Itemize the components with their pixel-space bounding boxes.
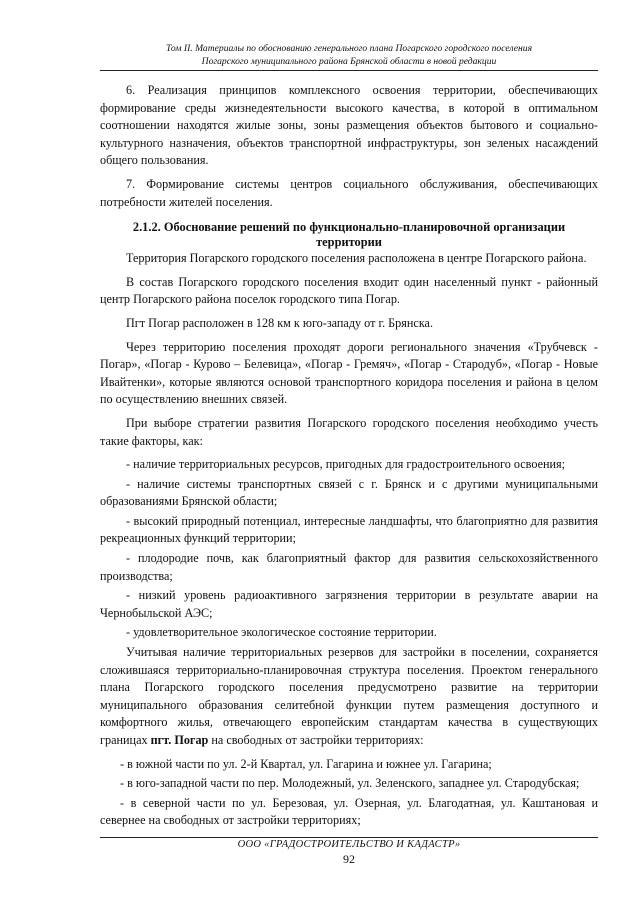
header-line-1: Том II. Материалы по обоснованию генерального плана Погарского городского поселения — [165, 43, 533, 54]
factor-item: - наличие системы транспортных связей с г. Брянск и с другими муниципальными образованиями Брянской области; — [100, 476, 598, 509]
factor-item: - удовлетворительное экологическое состояние территории. — [126, 625, 437, 640]
footer-company: ООО «ГРАДОСТРОИТЕЛЬСТВО И КАДАСТР» — [237, 839, 461, 850]
location-item: - в южной части по ул. 2-й Квартал, ул. Гагарина и южнее ул. Гагарина; — [120, 756, 492, 771]
page-number: 92 — [343, 852, 355, 866]
location-item: - в северной части по ул. Березовая, ул. Озерная, ул. Благодатная, ул. Каштановая и севернее на свободных от застройки территориях; — [100, 795, 598, 828]
factor-item: - высокий природный потенциал, интересные ландшафты, что благоприятно для развития рекреационных функций территории; — [100, 513, 598, 546]
paragraph-location: Территория Погарского городского поселения расположена в центре Погарского района. — [126, 251, 587, 266]
development-text-start: Учитывая наличие территориальных резервов для застройки в поселении, сохраняется сложившаяся территориально-планировочная структура поселения. Проектом генерального плана Погарского городского поселения предусмотрено развитие на территории муниципального образования селитебной функции путем размещения доступного и комфортного жилья, отвечающего европейским стандартам качества в существующих границах — [100, 645, 598, 747]
factor-item: - наличие территориальных ресурсов, пригодных для градостроительного освоения; — [126, 457, 566, 472]
running-header — [100, 42, 598, 68]
paragraph-roads: Через территорию поселения проходят дороги регионального значения «Трубчевск - Погар», «Погар - Курово – Белевица», «Погар - Гремяч», «Погар - Стародуб», «Погар - Новые Ивайтенки», которые являются основой транспортного коридора поселения и района в целом по осуществлению внешних связей. — [100, 339, 598, 407]
paragraph-development — [100, 644, 598, 750]
factor-item: - плодородие почв, как благоприятный фактор для развития сельскохозяйственного производства; — [100, 551, 598, 583]
paragraph-composition: В состав Погарского городского поселения входит один населенный пункт - районный центр Погарского района поселок городского типа Погар. — [100, 274, 598, 307]
section-heading: 2.1.2. Обоснование решений по функционально-планировочной организации территории — [132, 220, 566, 250]
settlement-name: пгт. Погар — [150, 733, 209, 747]
factor-item: - низкий уровень радиоактивного загрязнения территории в результате аварии на Чернобыльской АЭС; — [100, 588, 598, 620]
header-rule — [100, 70, 598, 71]
development-text-end: на свободных от застройки территориях: — [211, 733, 424, 747]
body-text — [100, 82, 598, 832]
location-item: - в юго-западной части по пер. Молодежный, ул. Зеленского, западнее ул. Стародубская; — [120, 776, 580, 791]
header-line-2: Погарского муниципального района Брянской области в новой редакции — [201, 56, 497, 67]
paragraph-strategy: При выборе стратегии развития Погарского городского поселения необходимо учесть такие факторы, как: — [100, 415, 598, 448]
paragraph-item-6: 6. Реализация принципов комплексного освоения территории, обеспечивающих формирование среды жизнедеятельности высокого качества, в которой в оптимальном соотношении находятся жилые зоны, зоны размещения объектов бытового и социально-культурного назначения, объектов транспортной инфраструктуры, зон зеленых насаждений общего пользования. — [100, 83, 598, 168]
paragraph-item-7: 7. Формирование системы центров социального обслуживания, обеспечивающих потребности жителей поселения. — [100, 176, 598, 209]
paragraph-distance: Пгт Погар расположен в 128 км к юго-западу от г. Брянска. — [126, 315, 434, 330]
